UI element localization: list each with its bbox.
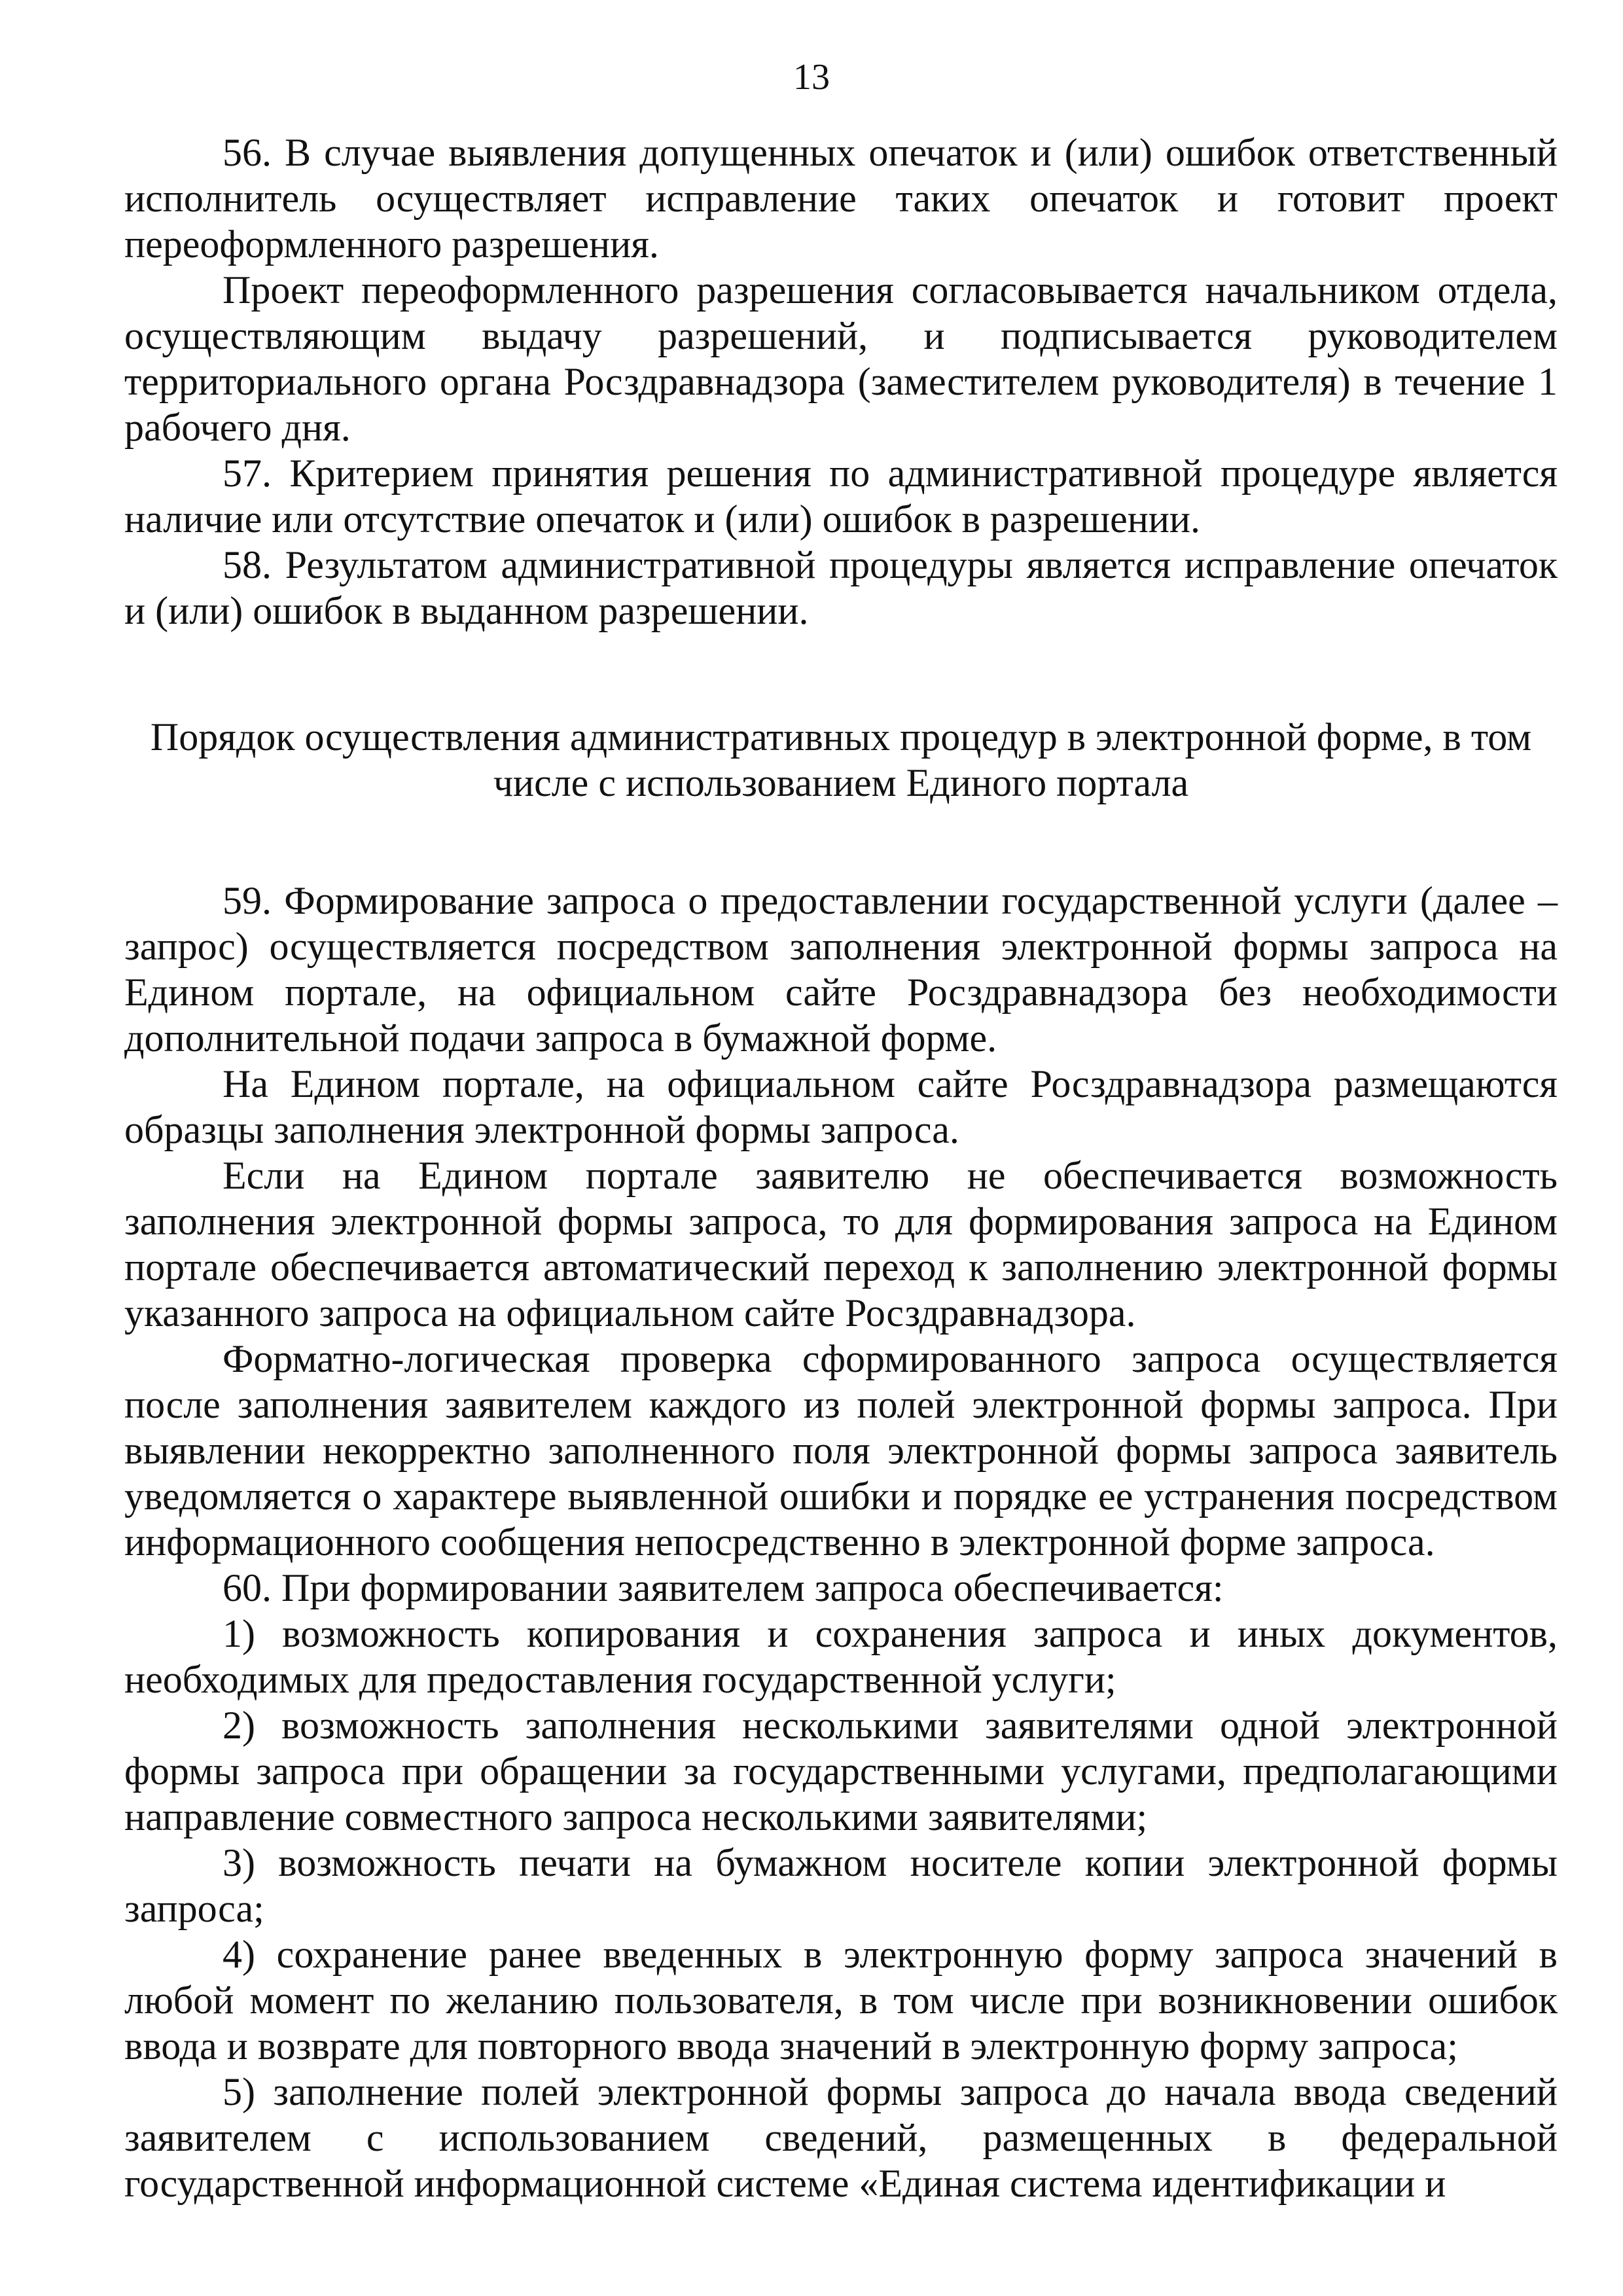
list-item-2: 2) возможность заполнения несколькими заявителями одной электронной формы запроса при обращении за государственными услугами, предполагающими направление совместного запроса несколькими заявителями; [124,1704,1558,1839]
paragraph-56-continued: Проект переоформленного разрешения согласовывается начальником отдела, осуществляющим выдачу разрешений, и подписывается руководителем территориального органа Росздравнадзора (заместителем руководителя) в течение 1 рабочего дня. [124,268,1558,449]
list-item-1: 1) возможность копирования и сохранения запроса и иных документов, необходимых для предоставления государственной услуги; [124,1612,1558,1701]
paragraph-59-samples: На Едином портале, на официальном сайте Росздравнадзора размещаются образцы заполнения электронной формы запроса. [124,1062,1558,1151]
page-body [124,130,1558,2206]
page-number: 13 [793,57,830,98]
paragraph-57: 57. Критерием принятия решения по административной процедуре является наличие или отсутствие опечаток и (или) ошибок в разрешении. [124,452,1558,541]
paragraph-56: 56. В случае выявления допущенных опечаток и (или) ошибок ответственный исполнитель осуществляет исправление таких опечаток и готовит проект переоформленного разрешения. [124,131,1558,266]
list-item-4: 4) сохранение ранее введенных в электронную форму запроса значений в любой момент по желанию пользователя, в том числе при возникновении ошибок ввода и возврате для повторного ввода значений в электронную форму запроса; [124,1933,1558,2068]
paragraph-59: 59. Формирование запроса о предоставлении государственной услуги (далее – запрос) осуществляется посредством заполнения электронной формы запроса на Едином портале, на официальном сайте Росздравнадзора без необходимости дополнительной подачи запроса в бумажной форме. [124,879,1558,1060]
section-heading: Порядок осуществления административных процедур в электронной форме, в том числе с использованием Единого портала [150,715,1532,804]
list-item-5: 5) заполнение полей электронной формы запроса до начала ввода сведений заявителем с использованием сведений, размещенных в федеральной государственной информационной системе «Единая система идентификации и [124,2070,1558,2205]
paragraph-58: 58. Результатом административной процедуры является исправление опечаток и (или) ошибок в выданном разрешении. [124,543,1558,632]
paragraph-60: 60. При формировании заявителем запроса обеспечивается: [223,1566,1224,1609]
paragraph-59-redirect: Если на Едином портале заявителю не обеспечивается возможность заполнения электронной формы запроса, то для формирования запроса на Едином портале обеспечивается автоматический переход к заполнению электронной формы указанного запроса на официальном сайте Росздравнадзора. [124,1154,1558,1335]
list-item-3: 3) возможность печати на бумажном носителе копии электронной формы запроса; [124,1841,1558,1930]
paragraph-59-validation: Форматно-логическая проверка сформированного запроса осуществляется после заполнения заявителем каждого из полей электронной формы запроса. При выявлении некорректно заполненного поля электронной формы запроса заявитель уведомляется о характере выявленной ошибки и порядке ее устранения посредством информационного сообщения непосредственно в электронной форме запроса. [124,1337,1558,1564]
